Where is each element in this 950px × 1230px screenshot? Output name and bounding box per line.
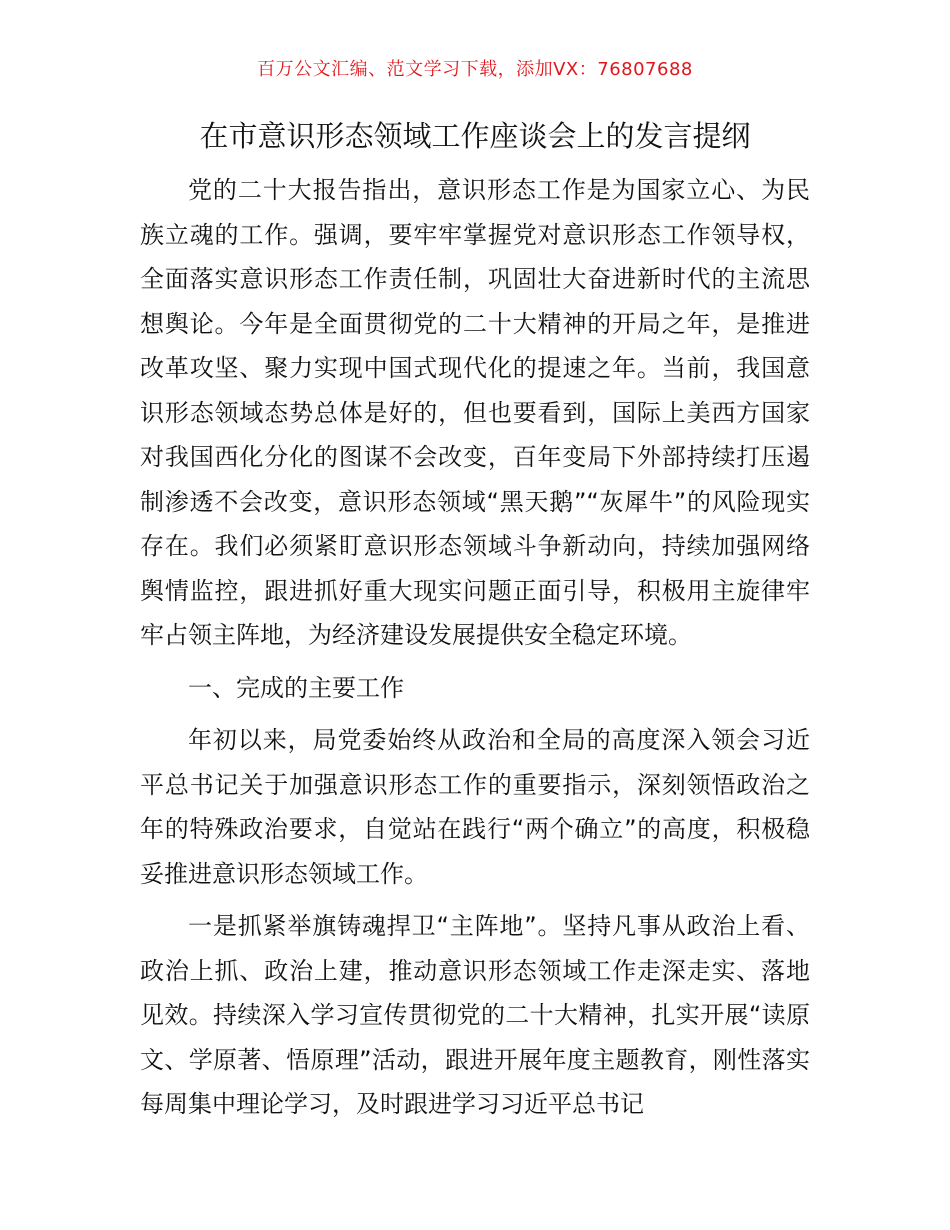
header-banner: 百万公文汇编、范文学习下载，添加VX：76807688 [257, 59, 693, 80]
document-title: 在市意识形态领域工作座谈会上的发言提纲 [199, 119, 751, 153]
document-body [140, 168, 810, 1127]
point-one-paragraph: 一是抓紧举旗铸魂捍卫“主阵地”。坚持凡事从政治上看、政治上抓、政治上建，推动意识形态领域工作走深走实、落地见效。持续深入学习宣传贯彻党的二十大精神，扎实开展“读原文、学原著、悟原理”活动，跟进开展年度主题教育，刚性落实每周集中理论学习，及时跟进学习习近平总书记 [140, 912, 810, 1118]
intro-paragraph: 党的二十大报告指出，意识形态工作是为国家立心、为民族立魂的工作。强调，要牢牢掌握党对意识形态工作领导权，全面落实意识形态工作责任制，巩固壮大奋进新时代的主流思想舆论。今年是全面贯彻党的二十大精神的开局之年，是推进改革攻坚、聚力实现中国式现代化的提速之年。当前，我国意识形态领域态势总体是好的，但也要看到，国际上美西方国家对我国西化分化的图谋不会改变，百年变局下外部持续打压遏制渗透不会改变，意识形态领域“黑天鹅”“灰犀牛”的风险现实存在。我们必须紧盯意识形态领域斗争新动向，持续加强网络舆情监控，跟进抓好重大现实问题正面引导，积极用主旋律牢牢占领主阵地，为经济建设发展提供安全稳定环境。 [140, 176, 810, 649]
section-heading: 一、完成的主要工作 [188, 673, 404, 702]
section-intro-paragraph: 年初以来，局党委始终从政治和全局的高度深入领会习近平总书记关于加强意识形态工作的重要指示，深刻领悟政治之年的特殊政治要求，自觉站在践行“两个确立”的高度，积极稳妥推进意识形态领域工作。 [140, 726, 810, 888]
